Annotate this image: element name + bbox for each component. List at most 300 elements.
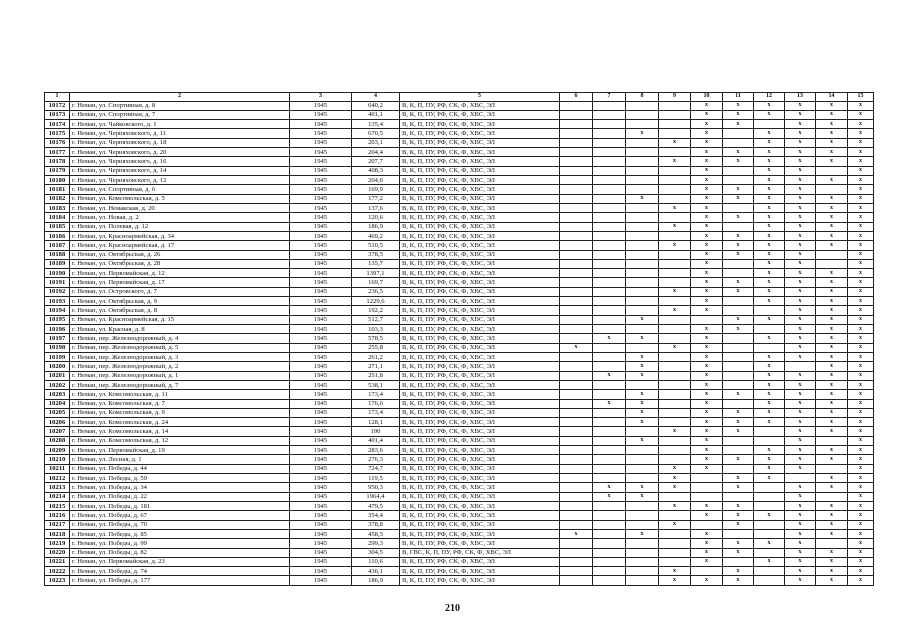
mark-cell: x bbox=[848, 492, 874, 501]
build-year: 1945 bbox=[290, 501, 352, 510]
mark-cell bbox=[626, 231, 659, 240]
table-row bbox=[45, 501, 874, 510]
mark-cell: x bbox=[848, 427, 874, 436]
mark-cell: x bbox=[816, 427, 848, 436]
mark-cell: x bbox=[754, 287, 785, 296]
table-row bbox=[45, 408, 874, 417]
mark-cell: x bbox=[816, 222, 848, 231]
mark-cell bbox=[659, 194, 691, 203]
mark-cell bbox=[723, 306, 754, 315]
build-year: 1945 bbox=[290, 287, 352, 296]
area: 950,3 bbox=[352, 483, 400, 492]
mark-cell bbox=[626, 269, 659, 278]
mark-cell bbox=[593, 101, 626, 110]
mark-cell bbox=[626, 166, 659, 175]
mark-cell bbox=[593, 548, 626, 557]
build-year: 1945 bbox=[290, 427, 352, 436]
build-year: 1945 bbox=[290, 334, 352, 343]
mark-cell: x bbox=[785, 241, 816, 250]
record-id: 10219 bbox=[45, 539, 70, 548]
build-year: 1945 bbox=[290, 343, 352, 352]
mark-cell bbox=[593, 213, 626, 222]
mark-cell: x bbox=[659, 501, 691, 510]
mark-cell bbox=[560, 241, 593, 250]
mark-cell: x bbox=[848, 576, 874, 585]
equipment-list: В, К, П, ПУ, РФ, СК, Ф, ХВС, ЭЛ bbox=[400, 297, 560, 306]
equipment-list: В, К, П, ПУ, РФ, СК, Ф, ХВС, ЭЛ bbox=[400, 557, 560, 566]
mark-cell: x bbox=[723, 474, 754, 483]
mark-cell: x bbox=[691, 464, 723, 473]
mark-cell bbox=[691, 315, 723, 324]
mark-cell bbox=[659, 315, 691, 324]
mark-cell: x bbox=[848, 185, 874, 194]
mark-cell: x bbox=[691, 278, 723, 287]
address: г. Неман, ул. Черняховского, д. 14 bbox=[70, 166, 290, 175]
mark-cell: x bbox=[723, 157, 754, 166]
record-id: 10180 bbox=[45, 176, 70, 185]
mark-cell bbox=[560, 352, 593, 361]
equipment-list: В, К, П, ПУ, РФ, СК, Ф, ХВС, ЭЛ bbox=[400, 427, 560, 436]
area: 119,5 bbox=[352, 474, 400, 483]
mark-cell: x bbox=[785, 548, 816, 557]
table-row bbox=[45, 436, 874, 445]
address: г. Неман, ул. Октябрьская, д. 28 bbox=[70, 259, 290, 268]
mark-cell: x bbox=[848, 343, 874, 352]
address: г. Неман, ул. Чайковского, д. 1 bbox=[70, 120, 290, 129]
build-year: 1945 bbox=[290, 250, 352, 259]
column-number: 8 bbox=[626, 93, 659, 102]
mark-cell bbox=[560, 325, 593, 334]
equipment-list: В, К, П, ПУ, РФ, СК, Ф, ХВС, ЭЛ bbox=[400, 185, 560, 194]
table-row bbox=[45, 399, 874, 408]
build-year: 1945 bbox=[290, 436, 352, 445]
mark-cell: x bbox=[723, 287, 754, 296]
mark-cell: x bbox=[816, 483, 848, 492]
mark-cell: x bbox=[593, 334, 626, 343]
mark-cell bbox=[593, 511, 626, 520]
mark-cell: x bbox=[754, 408, 785, 417]
table-row bbox=[45, 287, 874, 296]
mark-cell bbox=[560, 446, 593, 455]
record-id: 10213 bbox=[45, 483, 70, 492]
mark-cell bbox=[626, 120, 659, 129]
mark-cell bbox=[560, 129, 593, 138]
equipment-list: В, К, П, ПУ, РФ, СК, Ф, ХВС, ЭЛ bbox=[400, 148, 560, 157]
mark-cell: x bbox=[848, 529, 874, 538]
mark-cell: x bbox=[848, 557, 874, 566]
mark-cell: x bbox=[848, 213, 874, 222]
address: г. Неман, ул. Красная, д. 8 bbox=[70, 325, 290, 334]
mark-cell bbox=[593, 148, 626, 157]
equipment-list: В, К, П, ПУ, РФ, СК, Ф, ХВС, ЭЛ bbox=[400, 483, 560, 492]
mark-cell: x bbox=[816, 148, 848, 157]
mark-cell bbox=[691, 483, 723, 492]
table-row bbox=[45, 213, 874, 222]
mark-cell bbox=[626, 501, 659, 510]
mark-cell: x bbox=[848, 390, 874, 399]
mark-cell bbox=[626, 287, 659, 296]
area: 640,2 bbox=[352, 101, 400, 110]
area: 299,3 bbox=[352, 539, 400, 548]
address: г. Неман, пер. Железнодорожный, д. 2 bbox=[70, 362, 290, 371]
mark-cell: x bbox=[691, 259, 723, 268]
area: 276,3 bbox=[352, 455, 400, 464]
area: 401,4 bbox=[352, 436, 400, 445]
mark-cell bbox=[723, 446, 754, 455]
build-year: 1945 bbox=[290, 278, 352, 287]
mark-cell: x bbox=[754, 418, 785, 427]
mark-cell: x bbox=[785, 520, 816, 529]
mark-cell bbox=[593, 176, 626, 185]
record-id: 10223 bbox=[45, 576, 70, 585]
mark-cell bbox=[626, 176, 659, 185]
table-row bbox=[45, 548, 874, 557]
address: г. Неман, ул. Первомайская, д. 23 bbox=[70, 557, 290, 566]
mark-cell: x bbox=[626, 408, 659, 417]
equipment-list: В, К, П, ПУ, РФ, СК, Ф, ХВС, ЭЛ bbox=[400, 250, 560, 259]
mark-cell: x bbox=[691, 576, 723, 585]
table-row bbox=[45, 269, 874, 278]
area: 173,4 bbox=[352, 390, 400, 399]
build-year: 1945 bbox=[290, 548, 352, 557]
mark-cell bbox=[785, 474, 816, 483]
mark-cell bbox=[626, 464, 659, 473]
table-row bbox=[45, 166, 874, 175]
build-year: 1945 bbox=[290, 464, 352, 473]
build-year: 1945 bbox=[290, 213, 352, 222]
mark-cell: x bbox=[691, 222, 723, 231]
address: г. Неман, ул. Красноармейская, д. 34 bbox=[70, 231, 290, 240]
mark-cell bbox=[593, 250, 626, 259]
mark-cell bbox=[560, 483, 593, 492]
build-year: 1945 bbox=[290, 241, 352, 250]
equipment-list: В, К, П, ПУ, РФ, СК, Ф, ХВС, ЭЛ bbox=[400, 529, 560, 538]
mark-cell bbox=[560, 408, 593, 417]
mark-cell: x bbox=[785, 166, 816, 175]
build-year: 1945 bbox=[290, 110, 352, 119]
mark-cell bbox=[626, 557, 659, 566]
record-id: 10172 bbox=[45, 101, 70, 110]
equipment-list: В, К, П, ПУ, РФ, СК, Ф, ХВС, ЭЛ bbox=[400, 492, 560, 501]
mark-cell bbox=[593, 362, 626, 371]
mark-cell bbox=[593, 185, 626, 194]
record-id: 10222 bbox=[45, 567, 70, 576]
mark-cell: x bbox=[691, 446, 723, 455]
address: г. Неман, ул. Победы, д. 70 bbox=[70, 520, 290, 529]
mark-cell: x bbox=[848, 520, 874, 529]
mark-cell: x bbox=[754, 101, 785, 110]
address: г. Неман, пер. Железнодорожный, д. 4 bbox=[70, 334, 290, 343]
address: г. Неман, пер. Железнодорожный, д. 7 bbox=[70, 380, 290, 389]
record-id: 10179 bbox=[45, 166, 70, 175]
mark-cell bbox=[723, 269, 754, 278]
mark-cell: x bbox=[785, 185, 816, 194]
mark-cell: x bbox=[691, 241, 723, 250]
mark-cell: x bbox=[754, 241, 785, 250]
address: г. Неман, ул. Победы, д. 177 bbox=[70, 576, 290, 585]
mark-cell: x bbox=[723, 520, 754, 529]
mark-cell bbox=[560, 185, 593, 194]
address: г. Неман, ул. Победы, д. 59 bbox=[70, 474, 290, 483]
mark-cell: x bbox=[785, 380, 816, 389]
build-year: 1945 bbox=[290, 231, 352, 240]
mark-cell: x bbox=[593, 371, 626, 380]
mark-cell bbox=[659, 166, 691, 175]
mark-cell: x bbox=[723, 315, 754, 324]
mark-cell: x bbox=[691, 325, 723, 334]
mark-cell bbox=[626, 297, 659, 306]
mark-cell: x bbox=[691, 548, 723, 557]
record-id: 10200 bbox=[45, 362, 70, 371]
equipment-list: В, К, П, ПУ, РФ, СК, Ф, ХВС, ЭЛ bbox=[400, 241, 560, 250]
mark-cell bbox=[560, 110, 593, 119]
equipment-list: В, К, П, ПУ, РФ, СК, Ф, ХВС, ЭЛ bbox=[400, 464, 560, 473]
mark-cell bbox=[754, 483, 785, 492]
equipment-list: В, К, П, ПУ, РФ, СК, Ф, ХВС, ЭЛ bbox=[400, 371, 560, 380]
address: г. Неман, ул. Победы, д. 74 bbox=[70, 567, 290, 576]
mark-cell: x bbox=[816, 529, 848, 538]
mark-cell: x bbox=[816, 203, 848, 212]
table-row bbox=[45, 203, 874, 212]
build-year: 1945 bbox=[290, 166, 352, 175]
mark-cell bbox=[626, 148, 659, 157]
equipment-list: В, К, П, ПУ, РФ, СК, Ф, ХВС, ЭЛ bbox=[400, 120, 560, 129]
mark-cell bbox=[659, 371, 691, 380]
equipment-list: В, К, П, ПУ, РФ, СК, Ф, ХВС, ЭЛ bbox=[400, 325, 560, 334]
build-year: 1945 bbox=[290, 297, 352, 306]
column-number: 7 bbox=[593, 93, 626, 102]
mark-cell: x bbox=[848, 157, 874, 166]
mark-cell: x bbox=[785, 297, 816, 306]
address: г. Неман, ул. Черняховского, д. 20 bbox=[70, 148, 290, 157]
table-row bbox=[45, 380, 874, 389]
mark-cell: x bbox=[785, 110, 816, 119]
mark-cell bbox=[593, 120, 626, 129]
equipment-list: В, К, П, ПУ, РФ, СК, Ф, ХВС, ЭЛ bbox=[400, 334, 560, 343]
address: г. Неман, ул. Комсомольская, д. 14 bbox=[70, 427, 290, 436]
mark-cell: x bbox=[785, 325, 816, 334]
mark-cell bbox=[560, 176, 593, 185]
mark-cell bbox=[560, 371, 593, 380]
address: г. Неман, ул. Комсомольская, д. 12 bbox=[70, 436, 290, 445]
area: 510,5 bbox=[352, 241, 400, 250]
mark-cell: x bbox=[659, 157, 691, 166]
mark-cell: x bbox=[723, 120, 754, 129]
record-id: 10178 bbox=[45, 157, 70, 166]
address: г. Неман, ул. Немакская, д. 20 bbox=[70, 203, 290, 212]
mark-cell bbox=[626, 241, 659, 250]
mark-cell: x bbox=[848, 362, 874, 371]
mark-cell bbox=[593, 418, 626, 427]
mark-cell bbox=[560, 120, 593, 129]
equipment-list: В, К, П, ПУ, РФ, СК, Ф, ХВС, ЭЛ bbox=[400, 501, 560, 510]
mark-cell bbox=[560, 222, 593, 231]
mark-cell bbox=[626, 343, 659, 352]
mark-cell: x bbox=[691, 436, 723, 445]
mark-cell: x bbox=[593, 399, 626, 408]
build-year: 1945 bbox=[290, 185, 352, 194]
mark-cell bbox=[659, 492, 691, 501]
table-row bbox=[45, 185, 874, 194]
address: г. Неман, ул. Октябрьская, д. 9 bbox=[70, 297, 290, 306]
build-year: 1945 bbox=[290, 129, 352, 138]
mark-cell bbox=[560, 390, 593, 399]
area: 128,1 bbox=[352, 418, 400, 427]
build-year: 1945 bbox=[290, 259, 352, 268]
mark-cell bbox=[659, 408, 691, 417]
mark-cell bbox=[593, 166, 626, 175]
address: г. Неман, ул. Победы, д. 34 bbox=[70, 483, 290, 492]
mark-cell: x bbox=[754, 213, 785, 222]
mark-cell: x bbox=[785, 492, 816, 501]
mark-cell: x bbox=[754, 278, 785, 287]
equipment-list: В, К, П, ПУ, РФ, СК, Ф, ХВС, ЭЛ bbox=[400, 390, 560, 399]
mark-cell bbox=[816, 492, 848, 501]
column-number: 10 bbox=[691, 93, 723, 102]
mark-cell bbox=[659, 352, 691, 361]
area: 169,9 bbox=[352, 185, 400, 194]
mark-cell bbox=[593, 539, 626, 548]
mark-cell: x bbox=[816, 371, 848, 380]
mark-cell: x bbox=[723, 278, 754, 287]
mark-cell: x bbox=[785, 231, 816, 240]
mark-cell: x bbox=[785, 129, 816, 138]
mark-cell bbox=[593, 278, 626, 287]
equipment-list: В, К, П, ПУ, РФ, СК, Ф, ХВС, ЭЛ bbox=[400, 511, 560, 520]
address: г. Неман, ул. Победы, д. 181 bbox=[70, 501, 290, 510]
area: 190 bbox=[352, 427, 400, 436]
address: г. Неман, ул. Черняховского, д. 16 bbox=[70, 157, 290, 166]
mark-cell bbox=[560, 492, 593, 501]
mark-cell bbox=[626, 380, 659, 389]
column-number: 9 bbox=[659, 93, 691, 102]
record-id: 10183 bbox=[45, 203, 70, 212]
build-year: 1945 bbox=[290, 325, 352, 334]
equipment-list: В, К, П, ПУ, РФ, СК, Ф, ХВС, ЭЛ bbox=[400, 446, 560, 455]
table-row bbox=[45, 492, 874, 501]
mark-cell bbox=[593, 464, 626, 473]
mark-cell bbox=[723, 297, 754, 306]
mark-cell bbox=[560, 315, 593, 324]
mark-cell bbox=[560, 231, 593, 240]
mark-cell bbox=[723, 334, 754, 343]
register-table bbox=[44, 92, 874, 586]
mark-cell bbox=[593, 427, 626, 436]
equipment-list: В, К, П, ПУ, РФ, СК, Ф, ХВС, ЭЛ bbox=[400, 408, 560, 417]
record-id: 10204 bbox=[45, 399, 70, 408]
mark-cell: x bbox=[816, 213, 848, 222]
mark-cell bbox=[659, 176, 691, 185]
mark-cell bbox=[816, 259, 848, 268]
address: г. Неман, пер. Железнодорожный, д. 5 bbox=[70, 343, 290, 352]
equipment-list: В, К, П, ПУ, РФ, СК, Ф, ХВС, ЭЛ bbox=[400, 418, 560, 427]
equipment-list: В, К, П, ПУ, РФ, СК, Ф, ХВС, ЭЛ bbox=[400, 474, 560, 483]
mark-cell bbox=[560, 474, 593, 483]
area: 378,8 bbox=[352, 520, 400, 529]
mark-cell: x bbox=[785, 176, 816, 185]
mark-cell bbox=[560, 213, 593, 222]
mark-cell bbox=[659, 548, 691, 557]
mark-cell bbox=[560, 427, 593, 436]
build-year: 1945 bbox=[290, 455, 352, 464]
mark-cell: x bbox=[626, 129, 659, 138]
mark-cell: x bbox=[754, 446, 785, 455]
mark-cell: x bbox=[816, 511, 848, 520]
record-id: 10189 bbox=[45, 259, 70, 268]
mark-cell: x bbox=[754, 455, 785, 464]
mark-cell: x bbox=[723, 567, 754, 576]
mark-cell: x bbox=[848, 287, 874, 296]
mark-cell bbox=[560, 520, 593, 529]
mark-cell: x bbox=[816, 576, 848, 585]
mark-cell bbox=[659, 399, 691, 408]
address: г. Неман, ул. Победы, д. 44 bbox=[70, 464, 290, 473]
mark-cell: x bbox=[785, 213, 816, 222]
mark-cell: x bbox=[723, 148, 754, 157]
mark-cell: x bbox=[848, 325, 874, 334]
table-row bbox=[45, 371, 874, 380]
mark-cell: x bbox=[626, 390, 659, 399]
mark-cell: x bbox=[754, 380, 785, 389]
mark-cell: x bbox=[723, 427, 754, 436]
column-number: 4 bbox=[352, 93, 400, 102]
mark-cell bbox=[593, 129, 626, 138]
address: г. Неман, ул. Победы, д. 82 bbox=[70, 548, 290, 557]
mark-cell: x bbox=[754, 390, 785, 399]
column-number: 1 bbox=[45, 93, 70, 102]
mark-cell bbox=[560, 157, 593, 166]
column-number: 6 bbox=[560, 93, 593, 102]
area: 192,2 bbox=[352, 306, 400, 315]
mark-cell bbox=[723, 166, 754, 175]
mark-cell bbox=[754, 548, 785, 557]
mark-cell bbox=[816, 436, 848, 445]
mark-cell: x bbox=[691, 120, 723, 129]
area: 177,2 bbox=[352, 194, 400, 203]
mark-cell bbox=[754, 576, 785, 585]
record-id: 10175 bbox=[45, 129, 70, 138]
table-row bbox=[45, 511, 874, 520]
mark-cell bbox=[560, 455, 593, 464]
equipment-list: В, К, П, ПУ, РФ, СК, Ф, ХВС, ЭЛ bbox=[400, 166, 560, 175]
mark-cell: x bbox=[659, 287, 691, 296]
mark-cell: x bbox=[691, 129, 723, 138]
mark-cell: x bbox=[723, 325, 754, 334]
record-id: 10185 bbox=[45, 222, 70, 231]
mark-cell: x bbox=[691, 334, 723, 343]
mark-cell: x bbox=[691, 297, 723, 306]
mark-cell bbox=[754, 520, 785, 529]
mark-cell: x bbox=[691, 250, 723, 259]
mark-cell: x bbox=[816, 138, 848, 147]
mark-cell bbox=[659, 390, 691, 399]
mark-cell: x bbox=[723, 539, 754, 548]
mark-cell bbox=[593, 446, 626, 455]
mark-cell bbox=[626, 278, 659, 287]
mark-cell bbox=[723, 343, 754, 352]
table-row bbox=[45, 129, 874, 138]
record-id: 10188 bbox=[45, 250, 70, 259]
mark-cell: x bbox=[816, 352, 848, 361]
table-row bbox=[45, 138, 874, 147]
mark-cell: x bbox=[754, 474, 785, 483]
mark-cell: x bbox=[691, 511, 723, 520]
mark-cell: x bbox=[691, 110, 723, 119]
mark-cell: x bbox=[754, 399, 785, 408]
mark-cell: x bbox=[691, 213, 723, 222]
mark-cell: x bbox=[626, 436, 659, 445]
equipment-list: В, К, П, ПУ, РФ, СК, Ф, ХВС, ЭЛ bbox=[400, 231, 560, 240]
